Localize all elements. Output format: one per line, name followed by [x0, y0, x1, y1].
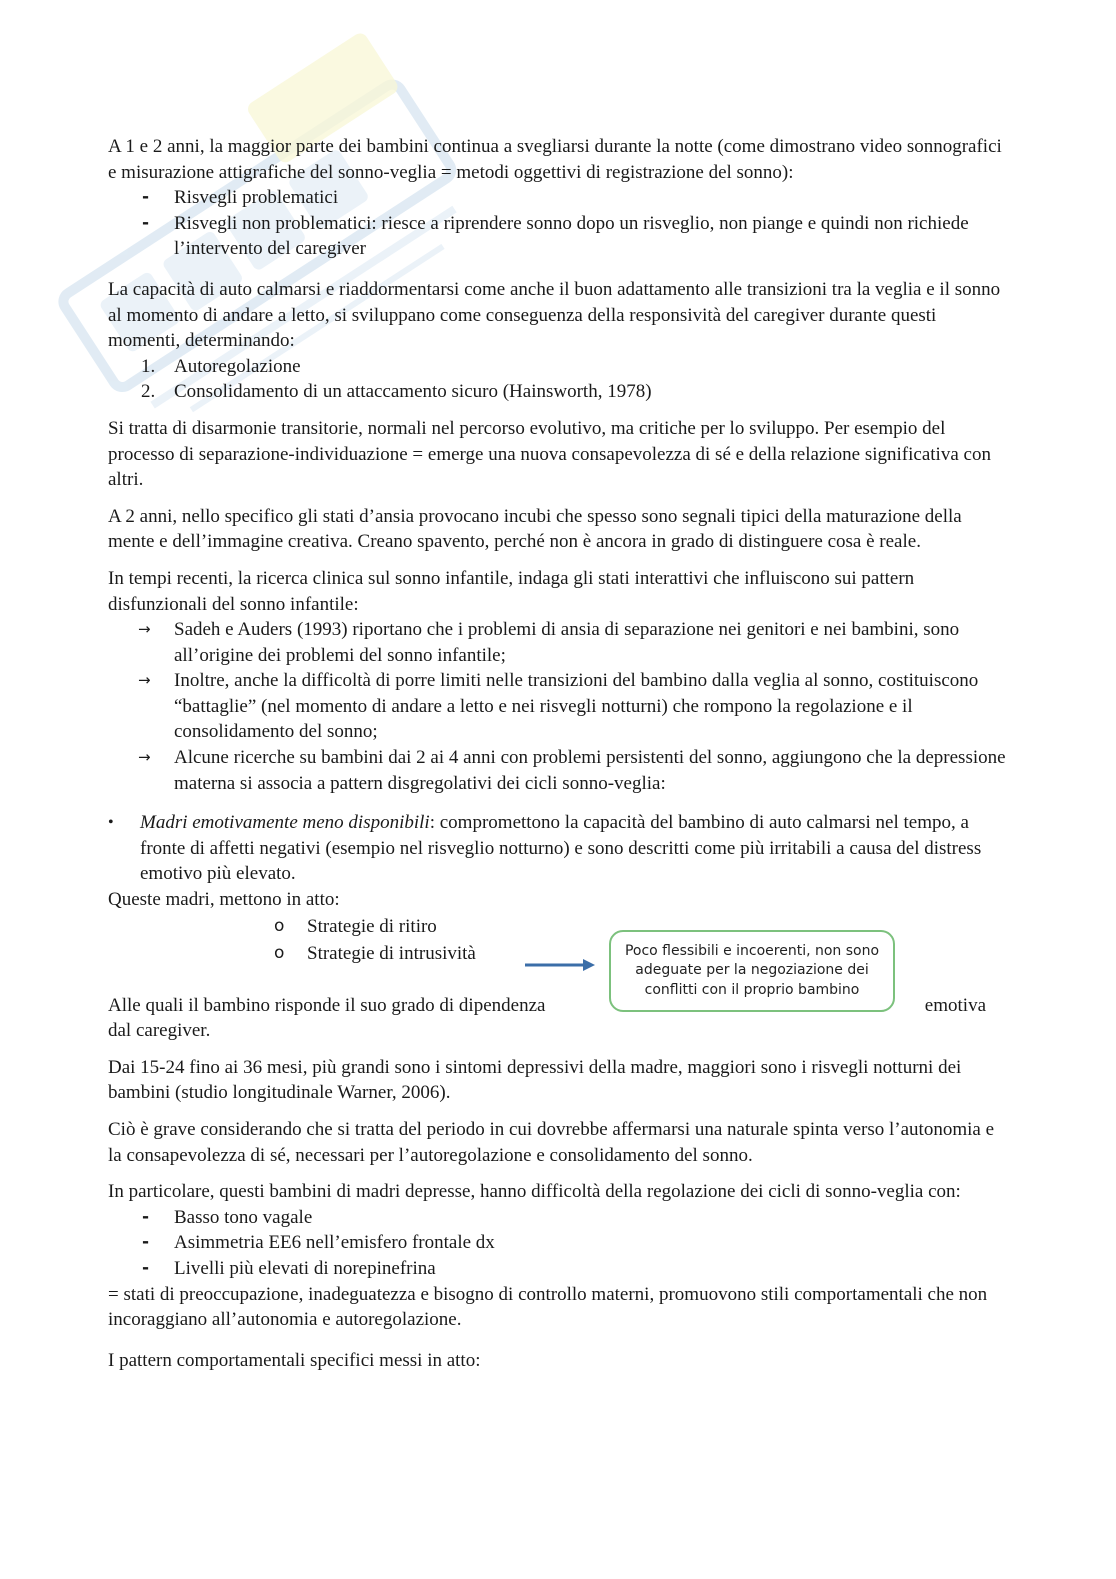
wake-type-list [108, 185, 1008, 262]
dash-marker: - [142, 212, 150, 233]
outcomes-list [108, 354, 1008, 405]
paragraph-disharmonies: Si tratta di disarmonie transitorie, normali nel percorso evolutivo, ma critiche per lo sviluppo. Per esempio del processo di separazione-individuazione = emerge una nuova consapevolezza di sé e della relazione significativa con altri. [108, 417, 991, 491]
document-body [108, 134, 1008, 1384]
circle-bullet: o [274, 915, 285, 936]
dash-marker: - [142, 1257, 150, 1278]
list-item: - Risvegli problematici [108, 185, 1008, 211]
paragraph-mothers: Queste madri, mettono in atto: [108, 889, 340, 911]
list-item: → Inoltre, anche la difficoltà di porre limiti nelle transizioni del bambino dalla veglia al sonno, costituiscono “battaglie” (nel momento di andare a letto e nei risvegli notturni) che rompono la regolazione e il consolidamento del sonno; [138, 670, 979, 743]
paragraph-dependency-cont: dal caregiver. [108, 1020, 211, 1042]
list-item: 1. Autoregolazione [141, 355, 301, 377]
list-item: 2. Consolidamento di un attaccamento sicuro (Hainsworth, 1978) [141, 381, 652, 403]
paragraph-regulation: In particolare, questi bambini di madri depresse, hanno difficoltà della regolazione dei cicli di sonno-veglia con: [108, 1181, 961, 1203]
mothers-bullet-list [108, 810, 1008, 887]
paragraph-autonomy: Ciò è grave considerando che si tratta del periodo in cui dovrebbe affermarsi una naturale spinta verso l’autonomia e la consapevolezza di sé, necessari per l’autoregolazione e consolidamento del sonno. [108, 1119, 994, 1166]
dash-marker: - [142, 1206, 150, 1227]
paragraph-self-soothing: La capacità di auto calmarsi e riaddormentarsi come anche il buon adattamento alle transizioni tra la veglia e il sonno al momento di andare a letto, si sviluppano come conseguenza della responsività del caregiver durante questi momenti, determinando: [108, 278, 1001, 352]
arrow-right-icon: → [138, 748, 151, 767]
list-item: - Basso tono vagale [108, 1205, 1008, 1231]
paragraph-research: In tempi recenti, la ricerca clinica sul sonno infantile, indaga gli stati interattivi che influiscono sui pattern disfunzionali del sonno infantile: [108, 567, 915, 615]
list-item: - Asimmetria EE6 nell’emisfero frontale dx [108, 1230, 1008, 1256]
list-item: → Sadeh e Auders (1993) riportano che i problemi di ansia di separazione nei genitori e nei bambini, sono all’origine dei problemi del sonno infantile; [138, 619, 960, 666]
paragraph-intro: A 1 e 2 anni, la maggior parte dei bambini continua a svegliarsi durante la notte (come dimostrano video sonnografici e misurazione attigrafiche del sonno-veglia = metodi oggettivi di registrazione del sonno): [108, 136, 1002, 183]
paragraph-anxiety: A 2 anni, nello specifico gli stati d’ansia provocano incubi che spesso sono segnali tipici della maturazione della mente e dell’immagine creativa. Creano spavento, perché non è ancora in grado di distinguere cosa è reale. [108, 505, 962, 553]
arrow-right-icon: → [138, 620, 151, 639]
dash-marker: - [142, 187, 150, 208]
paragraph-symptoms: Dai 15-24 fino ai 36 mesi, più grandi sono i sintomi depressivi della madre, maggiori sono i risvegli notturni dei bambini (studio longitudinale Warner, 2006). [108, 1056, 962, 1104]
strategies-list: o Strategie di ritiro o Strategie di intrusività [108, 913, 1008, 977]
dependency-line: Alle quali il bambino risponde il suo grado di dipendenza emotiva [108, 994, 986, 1016]
paragraph-patterns: I pattern comportamentali specifici messi in atto: [108, 1349, 481, 1371]
research-list [108, 617, 1008, 796]
physiology-list [108, 1205, 1008, 1282]
paragraph-maternal-states: = stati di preoccupazione, inadeguatezza e bisogno di controllo materni, promuovono stili comportamentali che non incoraggiano all’autonomia e autoregolazione. [108, 1283, 988, 1331]
callout-text: Poco flessibili e incoerenti, non sono adeguate per la negoziazione dei conflitti con il proprio bambino [624, 942, 880, 998]
dash-marker: - [142, 1232, 150, 1253]
list-item: - Livelli più elevati di norepinefrina [108, 1256, 1008, 1282]
arrow-right-icon: → [138, 671, 151, 690]
list-item: - Risvegli non problematici: riesce a riprendere sonno dopo un risveglio, non piange e quindi non richiede l’intervento del caregiver [142, 212, 969, 260]
list-item: • Madri emotivamente meno disponibili: compromettono la capacità del bambino di auto calmarsi nel tempo, a fronte di affetti negativi (esempio nel risveglio notturno) e sono descritti come più irritabili a causa del distress emotivo più elevato. [108, 812, 982, 885]
arrow-right-icon [525, 956, 597, 974]
callout-box [609, 930, 895, 1012]
bullet-marker: • [108, 814, 114, 832]
list-item: → Alcune ricerche su bambini dai 2 ai 4 anni con problemi persistenti del sonno, aggiungono che la depressione materna si associa a pattern disgregolativi dei cicli sonno-veglia: [138, 747, 1006, 794]
emphasis-term: Madri emotivamente meno disponibili [140, 812, 430, 834]
circle-bullet: o [274, 942, 285, 963]
